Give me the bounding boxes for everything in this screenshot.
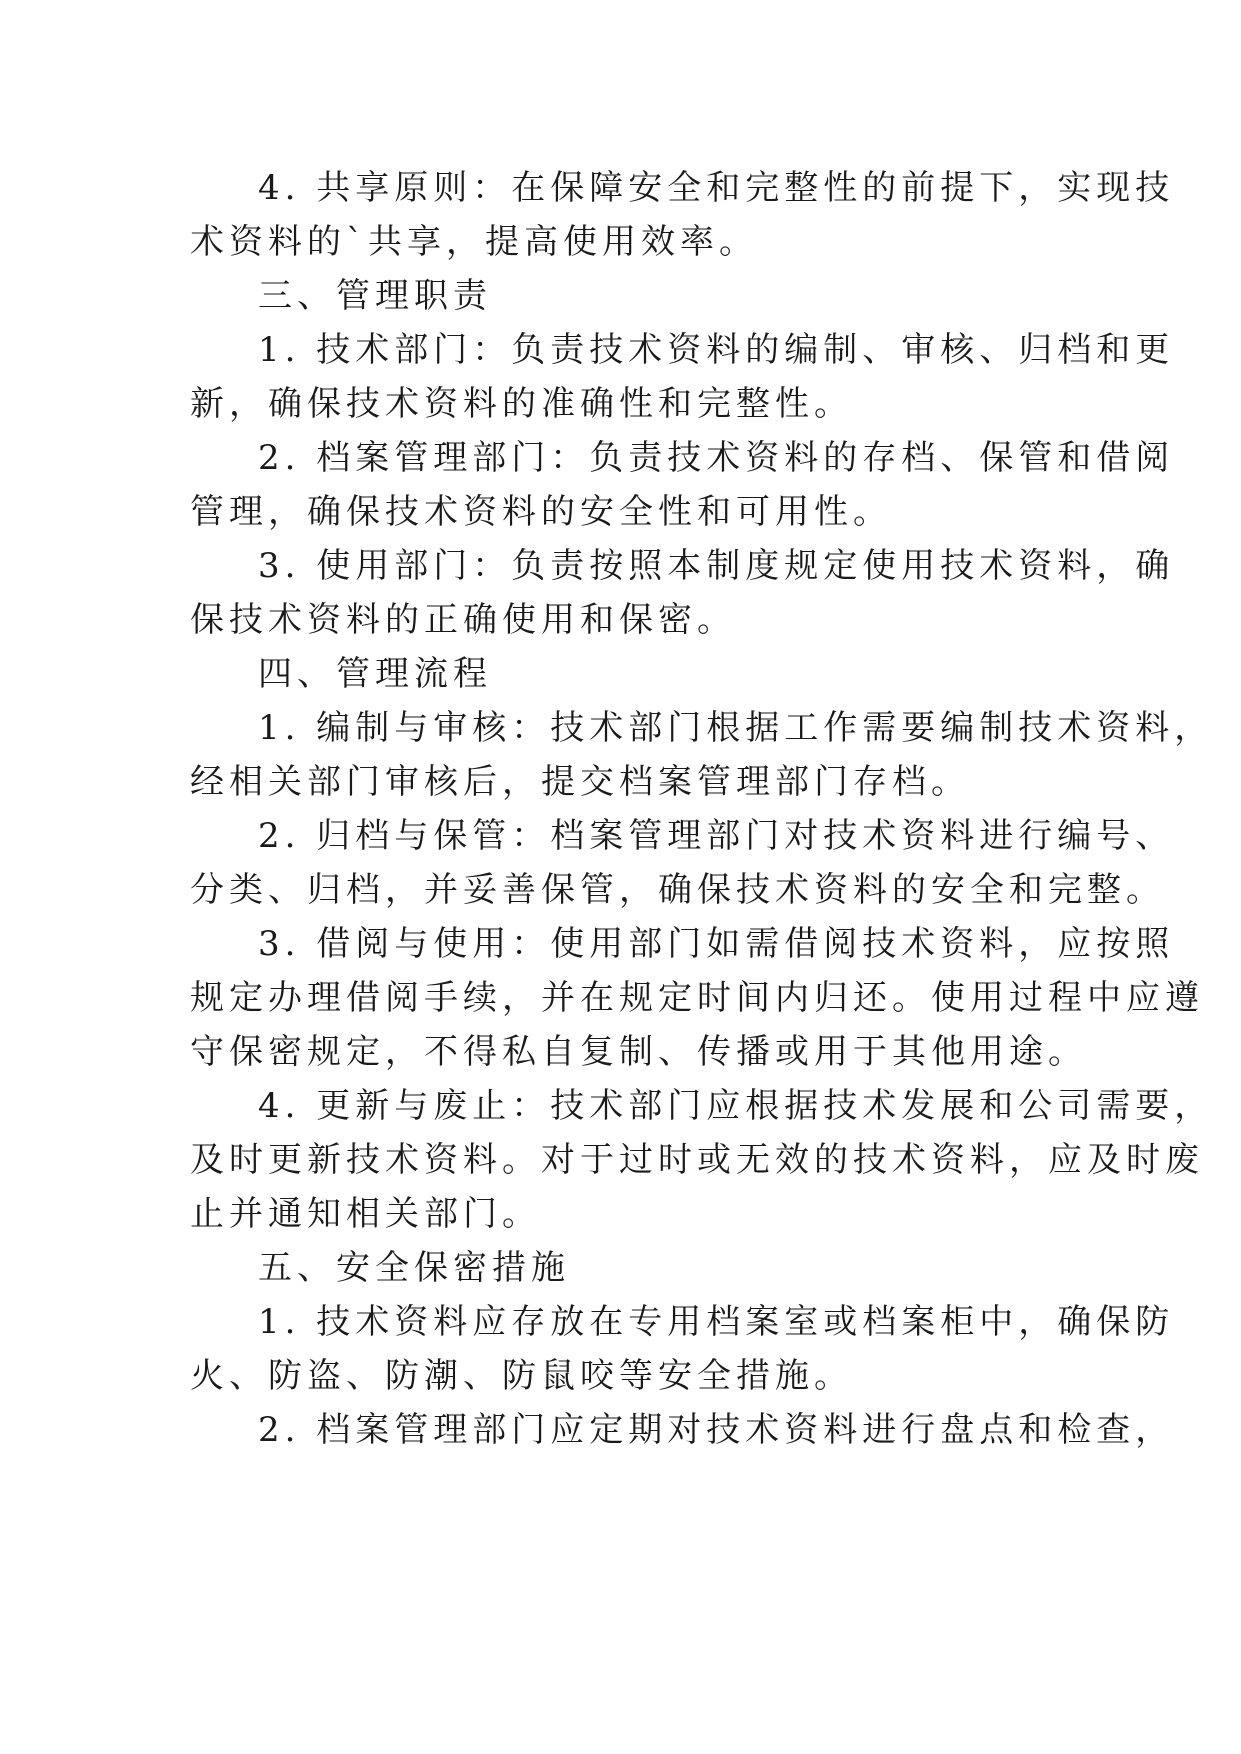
paragraph-line: 3. 借阅与使用：使用部门如需借阅技术资料，应按照 [258, 924, 1175, 964]
paragraph-line: 新，确保技术资料的准确性和完整性。 [190, 384, 853, 424]
paragraph-line: 术资料的`共享，提高使用效率。 [190, 222, 758, 262]
paragraph-line: 2. 档案管理部门应定期对技术资料进行盘点和检查， [258, 1410, 1175, 1450]
paragraph-line: 2. 档案管理部门：负责技术资料的存档、保管和借阅 [258, 438, 1175, 478]
paragraph-line: 1. 技术资料应存放在专用档案室或档案柜中，确保防 [258, 1302, 1175, 1342]
paragraph-line: 及时更新技术资料。对于过时或无效的技术资料，应及时废 [190, 1140, 1204, 1180]
paragraph-line: 止并通知相关部门。 [190, 1194, 541, 1234]
paragraph-line: 分类、归档，并妥善保管，确保技术资料的安全和完整。 [190, 870, 1165, 910]
paragraph-line: 1. 编制与审核：技术部门根据工作需要编制技术资料， [258, 708, 1214, 748]
paragraph-line: 4. 更新与废止：技术部门应根据技术发展和公司需要， [258, 1086, 1214, 1126]
section-heading: 四、管理流程 [258, 654, 492, 694]
paragraph-line: 规定办理借阅手续，并在规定时间内归还。使用过程中应遵 [190, 978, 1204, 1018]
section-heading: 三、管理职责 [258, 276, 492, 316]
paragraph-line: 守保密规定，不得私自复制、传播或用于其他用途。 [190, 1032, 1087, 1072]
paragraph-line: 2. 归档与保管：档案管理部门对技术资料进行编号、 [258, 816, 1175, 856]
paragraph-line: 4. 共享原则：在保障安全和完整性的前提下，实现技 [258, 168, 1175, 208]
paragraph-line: 1. 技术部门：负责技术资料的编制、审核、归档和更 [258, 330, 1175, 370]
paragraph-line: 3. 使用部门：负责按照本制度规定使用技术资料，确 [258, 546, 1175, 586]
paragraph-line: 管理，确保技术资料的安全性和可用性。 [190, 492, 892, 532]
paragraph-line: 保技术资料的正确使用和保密。 [190, 600, 736, 640]
section-heading: 五、安全保密措施 [258, 1248, 570, 1288]
paragraph-line: 经相关部门审核后，提交档案管理部门存档。 [190, 762, 970, 802]
paragraph-line: 火、防盗、防潮、防鼠咬等安全措施。 [190, 1356, 853, 1396]
